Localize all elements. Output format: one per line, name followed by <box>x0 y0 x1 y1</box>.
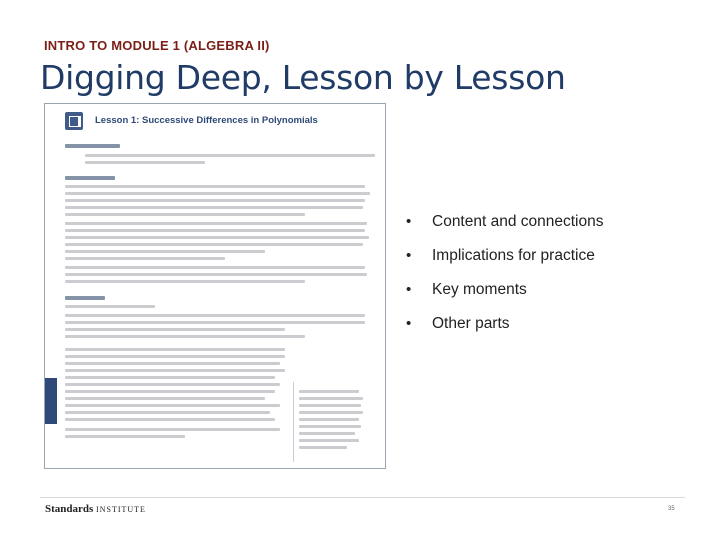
document-text-line <box>65 273 367 276</box>
document-text-line <box>65 185 365 188</box>
document-heading-line <box>65 296 105 300</box>
footer-divider <box>40 497 685 498</box>
bullet-item <box>404 315 603 349</box>
standards-institute-logo <box>45 503 146 515</box>
document-text-line <box>65 250 265 253</box>
logo-subword: INSTITUTE <box>96 505 146 514</box>
lesson-book-icon <box>65 112 83 130</box>
document-text-line <box>65 376 275 379</box>
lesson-title: Lesson 1: Successive Differences in Polynomials <box>95 115 318 126</box>
document-side-badge <box>45 378 57 424</box>
document-text-line <box>65 383 280 386</box>
bullet-list <box>404 213 603 349</box>
document-scaffolding-sidebar <box>293 382 372 462</box>
lesson-header <box>65 112 375 134</box>
document-text-line <box>65 314 365 317</box>
bullet-dot-icon: • <box>406 281 412 298</box>
top-accent-bar <box>0 0 720 16</box>
bullet-text: Implications for practice <box>432 247 595 264</box>
document-text-line <box>65 236 369 239</box>
document-text-line <box>65 362 280 365</box>
document-text-line <box>65 243 363 246</box>
document-text-line <box>65 199 365 202</box>
document-text-line <box>65 348 285 351</box>
document-text-line <box>65 257 225 260</box>
document-text-line <box>65 418 275 421</box>
document-text-line <box>65 229 365 232</box>
slide-title: Digging Deep, Lesson by Lesson <box>40 58 566 97</box>
document-text-line <box>65 280 305 283</box>
bullet-text: Content and connections <box>432 213 604 230</box>
document-text-line <box>65 321 365 324</box>
bullet-dot-icon: • <box>406 213 412 230</box>
module-kicker: INTRO TO MODULE 1 (ALGEBRA II) <box>44 38 270 53</box>
lesson-document-thumbnail <box>44 103 386 469</box>
logo-word: Standards <box>45 503 94 515</box>
document-text-line <box>85 154 375 157</box>
document-text-line <box>65 328 285 331</box>
bullet-item <box>404 213 603 247</box>
document-text-line <box>65 266 365 269</box>
page-number: 35 <box>668 506 675 512</box>
bullet-item <box>404 281 603 315</box>
bullet-dot-icon: • <box>406 315 412 332</box>
document-text-line <box>65 390 275 393</box>
bullet-text: Key moments <box>432 281 527 298</box>
document-text-line <box>65 192 370 195</box>
document-text-line <box>65 404 280 407</box>
document-text-line <box>65 206 363 209</box>
document-text-line <box>65 397 265 400</box>
document-text-line <box>65 335 305 338</box>
document-text-line <box>65 435 185 438</box>
document-heading-line <box>65 144 120 148</box>
document-text-line <box>65 411 270 414</box>
document-text-line <box>85 161 205 164</box>
bullet-text: Other parts <box>432 315 510 332</box>
document-heading-line <box>65 176 115 180</box>
document-text-line <box>65 222 367 225</box>
document-text-line <box>65 305 155 308</box>
document-text-line <box>65 355 285 358</box>
document-text-line <box>65 213 305 216</box>
document-text-line <box>65 369 285 372</box>
document-text-line <box>65 428 280 431</box>
bullet-dot-icon: • <box>406 247 412 264</box>
bullet-item <box>404 247 603 281</box>
